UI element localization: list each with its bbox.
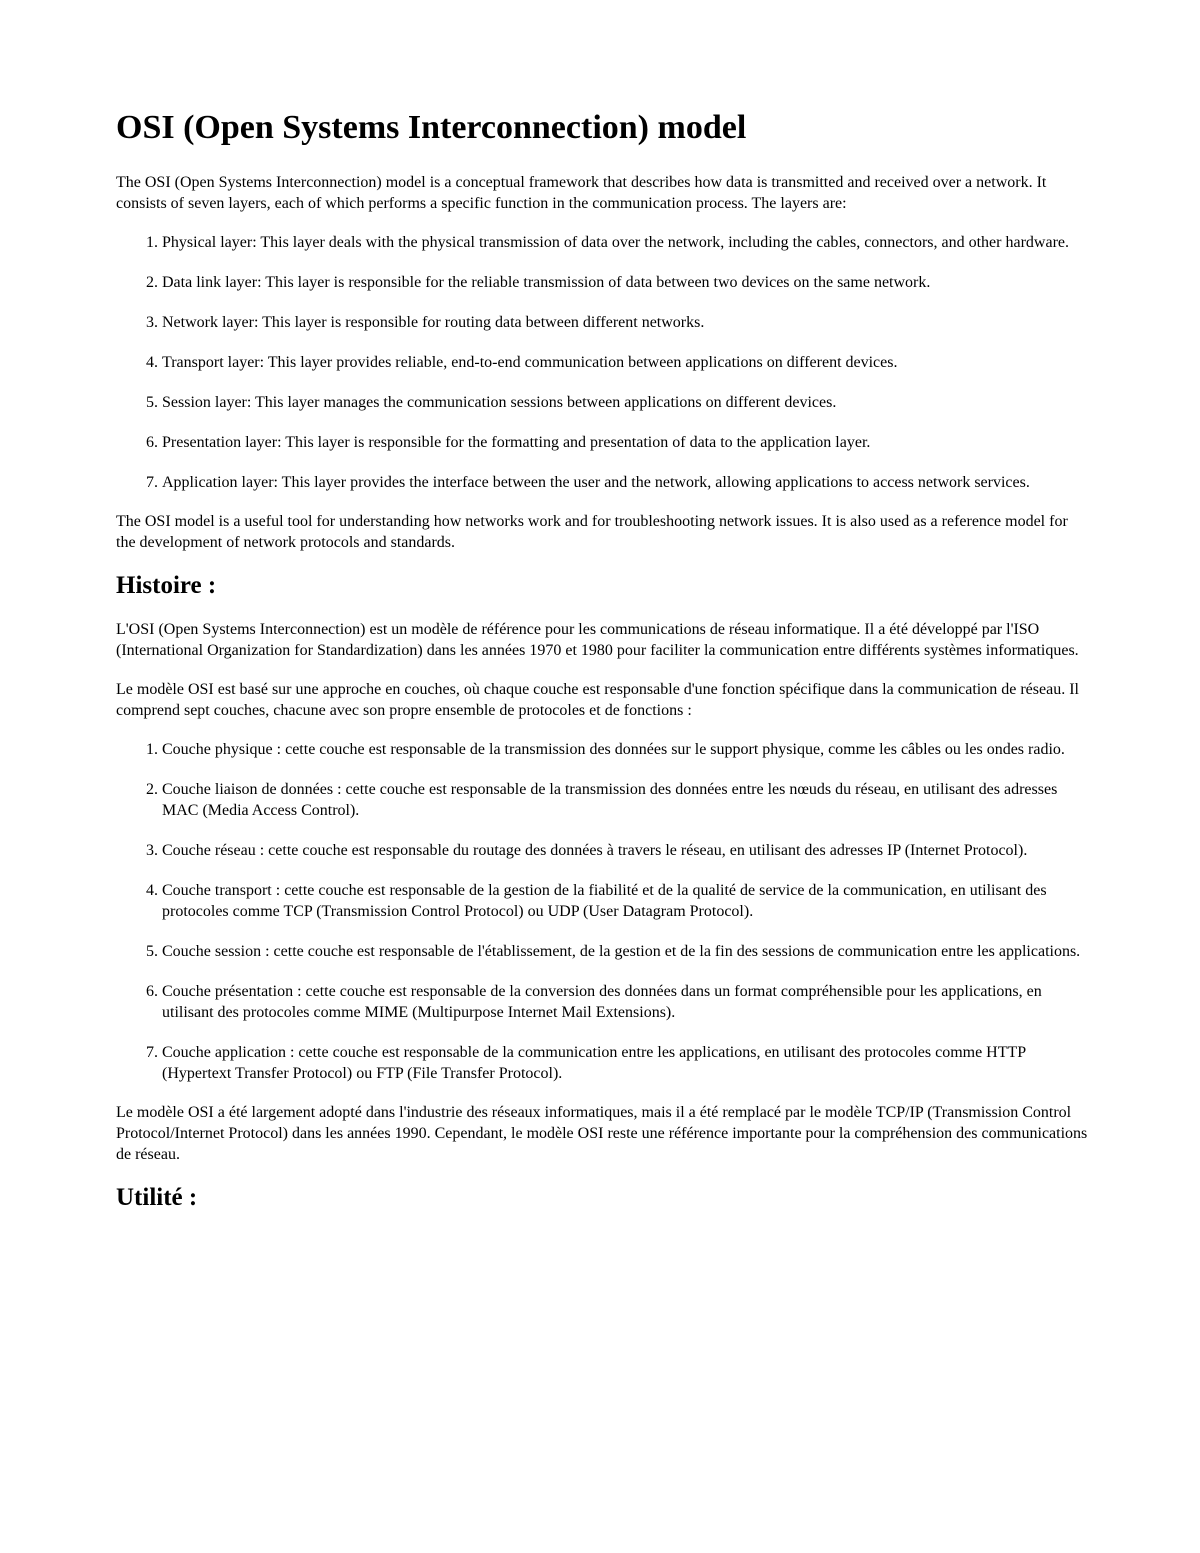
- histoire-paragraph-3: Le modèle OSI a été largement adopté dans l'industrie des réseaux informatiques, mais il a été remplacé par le modèle TCP/IP (Transmission Control Protocol/Internet Protocol) dans les années 1990. Cependant, le modèle OSI reste une référence importante pour la compréhension des communications de réseau.: [116, 1104, 1088, 1163]
- list-item: 2. Couche liaison de données : cette couche est responsable de la transmission des données entre les nœuds du réseau, en utilisant des adresses MAC (Media Access Control).: [162, 779, 1088, 821]
- list-item: 6. Couche présentation : cette couche est responsable de la conversion des données dans un format compréhensible pour les applications, en utilisant des protocoles comme MIME (Multipurpose Internet Mail Extensions).: [162, 981, 1088, 1023]
- list-item: 7. Couche application : cette couche est responsable de la communication entre les applications, en utilisant des protocoles comme HTTP (Hypertext Transfer Protocol) ou FTP (File Transfer Protocol).: [162, 1042, 1088, 1084]
- section-heading-histoire: Histoire :: [116, 572, 217, 599]
- list-item: 5. Session layer: This layer manages the communication sessions between applications on different devices.: [162, 392, 1088, 413]
- histoire-paragraph-1: L'OSI (Open Systems Interconnection) est un modèle de référence pour les communications de réseau informatique. Il a été développé par l'ISO (International Organization for Standardization) dans les années 1970 et 1980 pour faciliter la communication entre différents systèmes informatiques.: [116, 621, 1079, 659]
- osi-layers-list-fr: [116, 739, 1088, 1084]
- list-item: 4. Transport layer: This layer provides reliable, end-to-end communication between applications on different devices.: [162, 352, 1088, 373]
- list-item: 5. Couche session : cette couche est responsable de l'établissement, de la gestion et de la fin des sessions de communication entre les applications.: [162, 941, 1088, 962]
- page-title: OSI (Open Systems Interconnection) model: [116, 109, 747, 146]
- list-item: 1. Physical layer: This layer deals with the physical transmission of data over the network, including the cables, connectors, and other hardware.: [162, 232, 1088, 253]
- list-item: 2. Data link layer: This layer is responsible for the reliable transmission of data between two devices on the same network.: [162, 272, 1088, 293]
- outro-paragraph: The OSI model is a useful tool for understanding how networks work and for troubleshooting network issues. It is also used as a reference model for the development of network protocols and standards.: [116, 513, 1068, 551]
- histoire-paragraph-2: Le modèle OSI est basé sur une approche en couches, où chaque couche est responsable d'une fonction spécifique dans la communication de réseau. Il comprend sept couches, chacune avec son propre ensemble de protocoles et de fonctions :: [116, 681, 1079, 719]
- list-item: 6. Presentation layer: This layer is responsible for the formatting and presentation of data to the application layer.: [162, 432, 1088, 453]
- list-item: 3. Network layer: This layer is responsible for routing data between different networks.: [162, 312, 1088, 333]
- list-item: 4. Couche transport : cette couche est responsable de la gestion de la fiabilité et de la qualité de service de la communication, en utilisant des protocoles comme TCP (Transmission Control Protocol) ou UDP (User Datagram Protocol).: [162, 880, 1088, 922]
- document-page: [116, 108, 1088, 1231]
- list-item: 1. Couche physique : cette couche est responsable de la transmission des données sur le support physique, comme les câbles ou les ondes radio.: [162, 739, 1088, 760]
- intro-paragraph: The OSI (Open Systems Interconnection) model is a conceptual framework that describes how data is transmitted and received over a network. It consists of seven layers, each of which performs a specific function in the communication process. The layers are:: [116, 174, 1047, 212]
- section-heading-utilite: Utilité :: [116, 1184, 198, 1211]
- list-item: 7. Application layer: This layer provides the interface between the user and the network, allowing applications to access network services.: [162, 472, 1088, 493]
- list-item: 3. Couche réseau : cette couche est responsable du routage des données à travers le réseau, en utilisant des adresses IP (Internet Protocol).: [162, 840, 1088, 861]
- osi-layers-list-en: [116, 232, 1088, 493]
